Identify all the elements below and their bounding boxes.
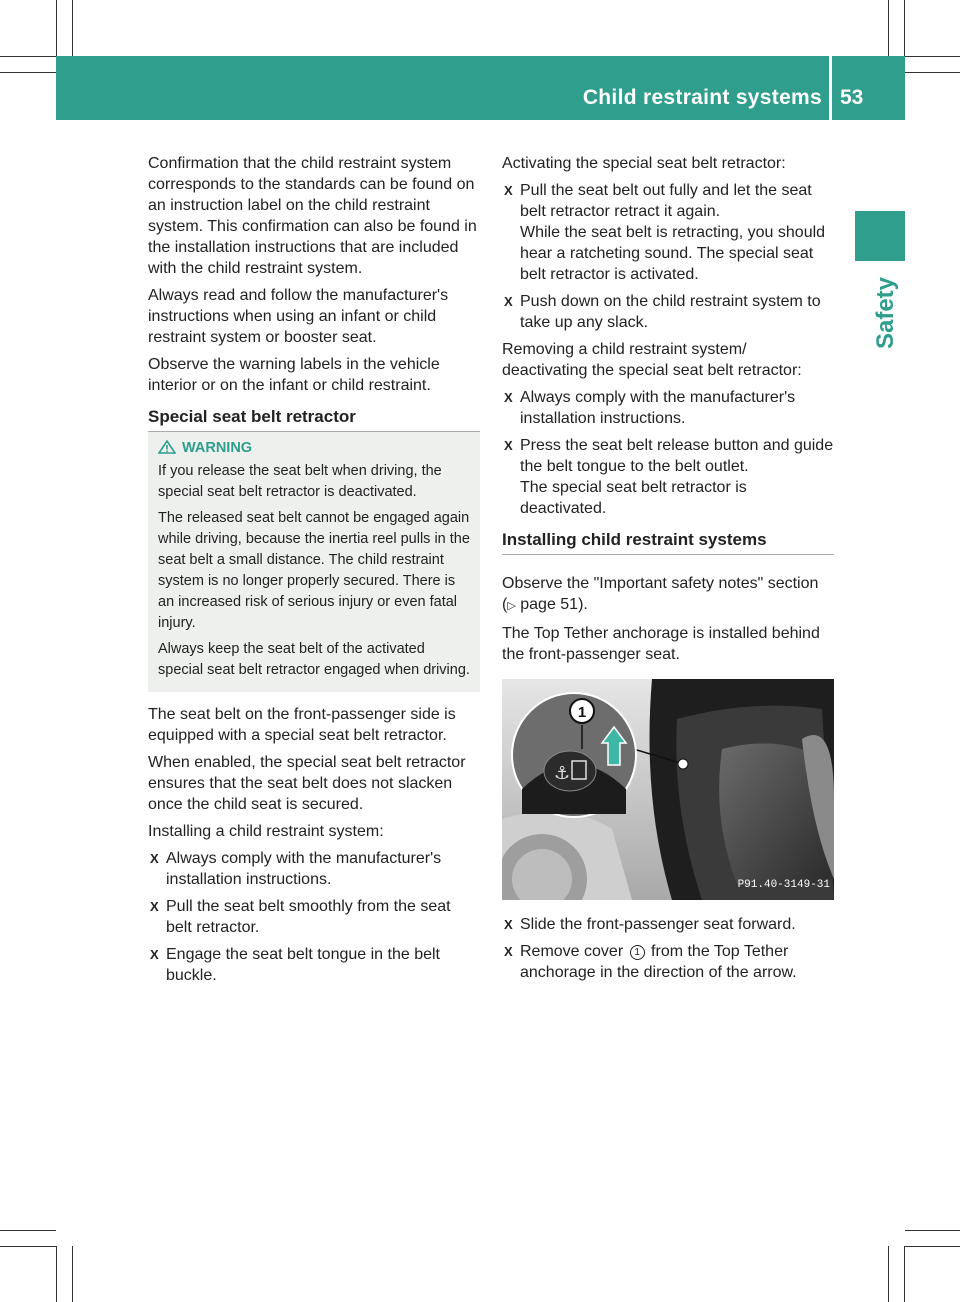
warning-title [158,438,472,459]
paragraph: Always read and follow the manufacturer's instructions when using an infant or child restraint system or booster seat. [148,287,449,346]
crop-mark [0,56,56,57]
section-heading: Special seat belt retractor [148,406,480,432]
bullet-x-icon: X [504,294,513,309]
page-title: Child restraint systems [582,86,822,109]
step-item [148,848,480,890]
step-item [502,435,834,519]
warning-paragraph: If you release the seat belt when driving, the special seat belt retractor is deactivated. [158,463,442,500]
bullet-x-icon: X [150,851,159,866]
crop-mark [905,1230,960,1231]
svg-text:⚓: ⚓ [554,763,571,784]
step-item [502,180,834,285]
step-text: Pull the seat belt smoothly from the seat belt retractor. [166,898,451,936]
paragraph: Removing a child restraint system/ deactivating the special seat belt retractor: [502,341,802,379]
step-text: Press the seat belt release button and guide the belt tongue to the belt outlet. [520,437,834,475]
callout-reference-icon: 1 [630,945,645,960]
figure-code: P91.40-3149-31 [737,879,830,891]
step-text: Push down on the child restraint system to take up any slack. [520,293,821,331]
crop-mark [905,72,960,73]
car-interior-illustration [502,679,834,900]
paragraph: The seat belt on the front-passenger side is equipped with a special seat belt retractor. [148,706,456,744]
paragraph: The Top Tether anchorage is installed behind the front-passenger seat. [502,625,820,663]
bullet-x-icon: X [504,183,513,198]
bullet-x-icon: X [504,438,513,453]
bullet-x-icon: X [504,944,513,959]
crop-mark [888,1246,889,1302]
warning-triangle-icon [158,440,176,454]
section-tab-label: Safety [872,276,899,350]
text-fragment: Observe the "Important safety notes" section ( [502,575,819,613]
bullet-x-icon: X [150,899,159,914]
step-result: While the seat belt is retracting, you should hear a ratcheting sound. The special seat belt retractor is activated. [520,224,826,283]
warning-box [148,432,480,692]
crop-mark [904,0,905,56]
paragraph [502,573,834,617]
crop-mark [904,1246,905,1302]
step-result: The special seat belt retractor is deactivated. [520,479,747,517]
crop-mark [905,1246,960,1247]
step-text: Remove cover [520,943,628,960]
crop-mark [72,0,73,56]
bullet-x-icon: X [150,947,159,962]
paragraph: Activating the special seat belt retractor: [502,155,786,172]
paragraph: Confirmation that the child restraint system corresponds to the standards can be found on an instruction label on the child restraint system. This confirmation can also be found in the installation instructions that are included with the child restraint system. [148,155,477,277]
crop-mark [56,1246,57,1302]
section-tab-marker [855,211,905,261]
step-text: Always comply with the manufacturer's installation instructions. [520,389,796,427]
crop-mark [0,1246,56,1247]
header-divider [829,56,832,120]
step-text: from the Top Tether anchorage in the direction of the arrow. [520,943,797,981]
step-item [148,944,480,986]
paragraph: Observe the warning labels in the vehicle interior or on the infant or child restraint. [148,356,440,394]
section-heading: Installing child restraint systems [502,529,834,555]
step-item [502,914,834,935]
crop-mark [0,72,56,73]
step-text: Slide the front-passenger seat forward. [520,916,796,933]
crop-mark [56,0,57,56]
step-text: Always comply with the manufacturer's installation instructions. [166,850,442,888]
step-text: Engage the seat belt tongue in the belt buckle. [166,946,440,984]
crop-mark [72,1246,73,1302]
right-column [502,153,834,989]
step-text: Pull the seat belt out fully and let the seat belt retractor retract it again. [520,182,812,220]
crop-mark [888,0,889,56]
top-tether-photo [502,679,834,900]
paragraph: When enabled, the special seat belt retractor ensures that the seat belt does not slacken once the child seat is secured. [148,754,466,813]
step-item [148,896,480,938]
warning-title-text: WARNING [182,440,253,456]
step-item [502,941,834,983]
page-number: 53 [840,86,864,109]
bullet-x-icon: X [504,917,513,932]
figure-callout-number: 1 [577,704,587,721]
crop-mark [905,56,960,57]
step-item [502,387,834,429]
page-reference-link[interactable]: page 51). [515,596,588,613]
warning-paragraph: The released seat belt cannot be engaged again while driving, because the inertia reel pulls in the seat belt a small distance. The child restraint system is no longer properly secured. There is an increased risk of serious injury or even fatal injury. [158,510,470,631]
step-item [502,291,834,333]
bullet-x-icon: X [504,390,513,405]
page-ref-triangle-icon: ▷ [507,600,516,612]
crop-mark [0,1230,56,1231]
warning-paragraph: Always keep the seat belt of the activated special seat belt retractor engaged when driving. [158,641,470,678]
left-column [148,153,480,992]
paragraph: Installing a child restraint system: [148,823,384,840]
